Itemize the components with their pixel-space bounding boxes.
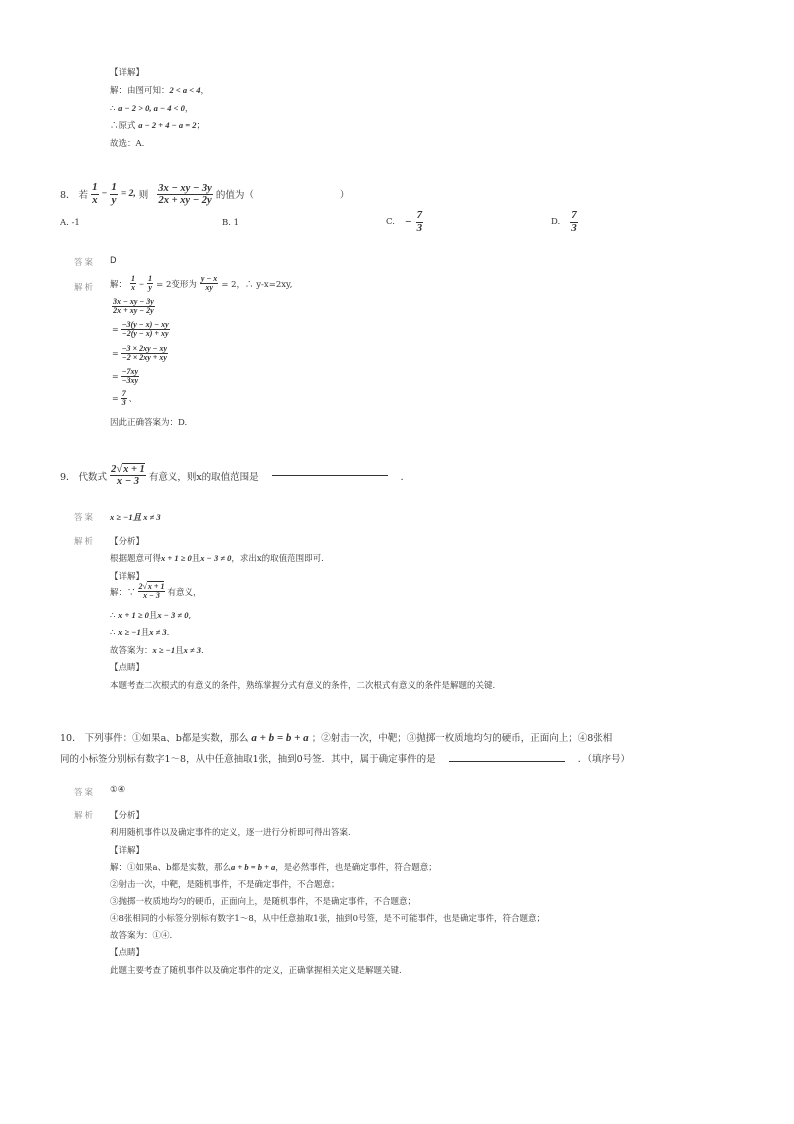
analysis-label: 解析 [74,811,96,821]
answer-label: 答案 [74,258,96,268]
q9-detail-line-2: ∴ x + 1 ≥ 0且x − 3 ≠ 0, [110,610,192,621]
fraction: $\frac{1}{x}$ [131,274,136,293]
q8-step-5: = $\frac{-7xy}{-3xy}$ [112,367,139,386]
fraction: $\frac{-3(y - x) - xy}{-2(y - x) + xy}$ [121,320,169,339]
q9-stem: 9． 代数式 $\frac{2√x + 1}{x - 3}$ 有意义，则x的取值范围是 ． [60,464,411,488]
q10-number: 10． [60,733,82,744]
answer-blank[interactable] [272,475,388,476]
q9-analysis-text: 根据题意可得x + 1 ≥ 0且x − 3 ≠ 0，求出x的取值范围即可. [110,553,324,564]
fraction: $\frac{7}{3}$ [416,209,423,234]
q8-step-6: = $\frac{7}{3}$ 、 [112,389,137,408]
q10-detail-line-5: 故答案为：①④. [110,931,173,941]
q10-answer: ①④ [110,785,126,795]
q10-stem-line-2: 同的小标签分别标有数字1～8，从中任意抽取1张，抽到0号签．其中，属于确定事件的是 ．（填序号） [60,754,631,765]
analysis-label: 解析 [74,283,96,293]
answer-label: 答案 [74,788,96,798]
q10-detail-line-2: ②射击一次，中靶，是随机事件，不是确定事件，不合题意； [110,880,340,890]
fraction: $\frac{-7xy}{-3xy}$ [121,367,139,386]
fraction: $\frac{1}{y}$ [111,181,117,206]
q8-solution-line-1: 解： $\frac{1}{x}$ − $\frac{1}{y}$ = 2变形为 $\frac{y - x}{xy}$ = 2，∴ y-x=2xy, [110,274,293,293]
prev-line-2: ∴ a − 2 > 0, a − 4 < 0， [110,103,194,114]
detail-tag: 【详解】 [110,68,145,78]
q8-number: 8． [60,190,76,202]
analysis-label: 解析 [74,537,96,547]
q8-option-b: B. 1 [222,218,240,228]
q8-step-4: = $\frac{-3 \times 2xy - xy}{-2 \times 2xy + xy}$ [112,344,168,363]
fraction: $\frac{y - x}{xy}$ [200,274,218,293]
prev-line-4: 故选：A. [110,139,145,149]
prev-line-3: ∴原式 a − 2 + 4 − a = 2； [110,120,205,131]
q10-stem-line-1: 10． 下列事件：①如果a、b都是实数，那么 a + b = b + a ；②射击一次，中靶；③抛掷一枚质地均匀的硬币，正面向上；④8张相 [60,732,613,744]
q10-comment: 此题主要考查了随机事件以及确定事件的定义，正确掌握相关定义是解题关键. [110,966,402,976]
fraction: $\frac{1}{x}$ [92,181,98,206]
detail-tag: 【详解】 [110,846,145,856]
answer-blank[interactable] [449,761,565,762]
q10-detail-line-1: 解：①如果a、b都是实数，那么a + b = b + a，是必然事件，也是确定事件，符合题意； [110,862,437,873]
analysis-tag: 【分析】 [110,811,145,821]
q9-detail-line-3: ∴ x ≥ −1且x ≠ 3. [110,627,170,638]
q8-step-3: = $\frac{-3(y - x) - xy}{-2(y - x) + xy}$ [112,320,169,339]
detail-tag: 【详解】 [110,572,145,582]
q10-detail-line-4: ④8张相同的小标签分别标有数字1～8，从中任意抽取1张，抽到0号签，是不可能事件，也是确定事件，符合题意； [110,914,546,924]
q9-detail-line-4: 故答案为：x ≥ −1且x ≠ 3. [110,645,204,656]
fraction: $\frac{2√x + 1}{x - 3}$ [138,582,165,601]
q10-analysis-text: 利用随机事件以及确定事件的定义，逐一进行分析即可得出答案. [110,828,351,838]
comment-tag: 【点睛】 [110,663,145,673]
q9-comment: 本题考查二次根式的有意义的条件，熟练掌握分式有意义的条件，二次根式有意义的条件是解题的关键. [110,681,496,691]
answer-label: 答案 [74,513,96,523]
q9-answer: x ≥ −1且 x ≠ 3 [110,512,161,522]
comment-tag: 【点睛】 [110,948,145,958]
q9-number: 9． [60,471,76,483]
fraction: $\frac{2√x + 1}{x - 3}$ [111,464,145,488]
q8-option-a: A. -1 [60,218,80,228]
fraction: $\frac{7}{3}$ [571,209,577,234]
prev-line-1: 解：由图可知：2 < a < 4， [110,85,209,96]
analysis-tag: 【分析】 [110,537,145,547]
fraction: $\frac{3x - xy - 3y}{2x + xy - 2y}$ [158,182,212,206]
fraction: $\frac{7}{3}$ [121,389,126,408]
q10-detail-line-3: ③抛掷一枚质地均匀的硬币，正面向上，是随机事件，不是确定事件，不合题意； [110,897,417,907]
fraction: $\frac{3x - xy - 3y}{2x + xy - 2y}$ [113,297,154,316]
q8-option-c: C. − $\frac{7}{3}$ [386,209,423,234]
q8-step-2 [112,298,155,316]
q8-option-d: D. $\frac{7}{3}$ [551,209,577,234]
q8-answer: D [110,256,117,266]
q9-detail-line-1: 解：∵ $\frac{2√x + 1}{x - 3}$ 有意义， [110,582,202,601]
q8-conclusion: 因此正确答案为：D. [110,418,188,428]
fraction: $\frac{-3 \times 2xy - xy}{-2 \times 2xy + xy}$ [121,344,168,363]
fraction: $\frac{1}{y}$ [148,274,153,293]
q8-stem: 8． 若 $\frac{1}{x}$ − $\frac{1}{y}$ = 2, 则 $\frac{3x - xy - 3y}{2x + xy - 2y}$ 的值为（ ） [60,181,350,206]
